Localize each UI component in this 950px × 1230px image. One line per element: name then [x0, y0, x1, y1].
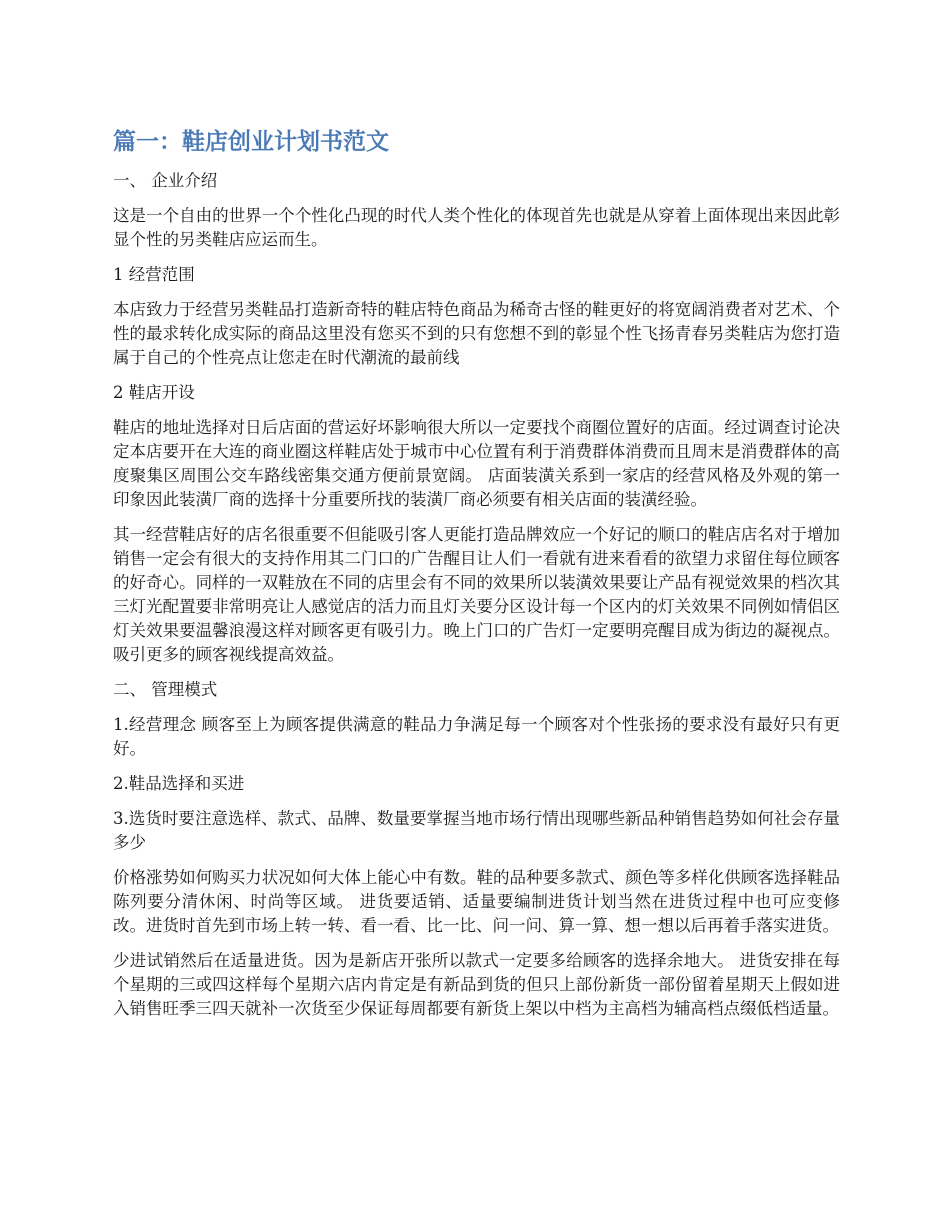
paragraph-pricing-purchasing: 价格涨势如何购买力状况如何大体上能心中有数。鞋的品种要多款式、颜色等多样化供顾客选择鞋品陈列要分清休闲、时尚等区域。 进货要适销、适量要编制进货计划当然在进货过程中也可应变修改。进货时首先到市场上转一转、看一看、比一比、问一问、算一算、想一想以后再着手落实进货。 [113, 868, 840, 935]
paragraph-store-name-decoration: 其一经营鞋店好的店名很重要不但能吸引客人更能打造品牌效应一个好记的顺口的鞋店店名对于增加销售一定会有很大的支持作用其二门口的广告醒目让人们一看就有进来看看的欲望力求留住每位顾客的好奇心。同样的一双鞋放在不同的店里会有不同的效果所以装潢效果要让产品有视觉效果的档次其三灯光配置要非常明亮让人感觉店的活力而且灯关要分区设计每一个区内的灯关效果不同例如情侣区灯关效果要温馨浪漫这样对顾客更有吸引力。晚上门口的广告灯一定要明亮醒目成为街边的凝视点。吸引更多的顾客视线提高效益。 [113, 525, 840, 664]
paragraph-intro: 这是一个自由的世界一个个性化凸现的时代人类个性化的体现首先也就是从穿着上面体现出来因此彰显个性的另类鞋店应运而生。 [113, 206, 840, 249]
section-heading-enterprise-intro: 一、 企业介绍 [113, 171, 218, 190]
subheading-store-opening: 2 鞋店开设 [113, 383, 195, 402]
subheading-business-scope: 1 经营范围 [113, 265, 195, 284]
paragraph-trial-sales: 少进试销然后在适量进货。因为是新店开张所以款式一定要多给顾客的选择余地大。 进货安排在每个星期的三或四这样每个星期六店内肯定是有新品到货的但只上部份新货一部份留着星期天上假如进入销售旺季三四天就补一次货至少保证每周都要有新货上架以中档为主高档为辅高档点缀低档适量。 [113, 951, 840, 1018]
paragraph-store-location: 鞋店的地址选择对日后店面的营运好坏影响很大所以一定要找个商圈位置好的店面。经过调查讨论决定本店要开在大连的商业圈这样鞋店处于城市中心位置有利于消费群体消费而且周末是消费群体的高度聚集区周围公交车路线密集交通方便前景宽阔。 店面装潢关系到一家店的经营风格及外观的第一印象因此装潢厂商的选择十分重要所找的装潢厂商必须要有相关店面的装潢经验。 [113, 418, 840, 509]
paragraph-business-scope: 本店致力于经营另类鞋品打造新奇特的鞋店特色商品为稀奇古怪的鞋更好的将宽阔消费者对艺术、个性的最求转化成实际的商品这里没有您买不到的只有您想不到的彰显个性飞扬青春另类鞋店为您打造属于自己的个性亮点让您走在时代潮流的最前线 [113, 300, 840, 367]
paragraph-business-philosophy: 1.经营理念 顾客至上为顾客提供满意的鞋品力争满足每一个顾客对个性张扬的要求没有最好只有更好。 [113, 715, 840, 758]
section-heading-management-mode: 二、 管理模式 [113, 680, 218, 699]
paragraph-selection-notes: 3.选货时要注意选样、款式、品牌、数量要掌握当地市场行情出现哪些新品种销售趋势如何社会存量多少 [113, 809, 840, 852]
document-title: 篇一：鞋店创业计划书范文 [113, 129, 389, 155]
document-page [113, 125, 840, 1032]
subheading-product-selection: 2.鞋品选择和买进 [113, 774, 245, 793]
